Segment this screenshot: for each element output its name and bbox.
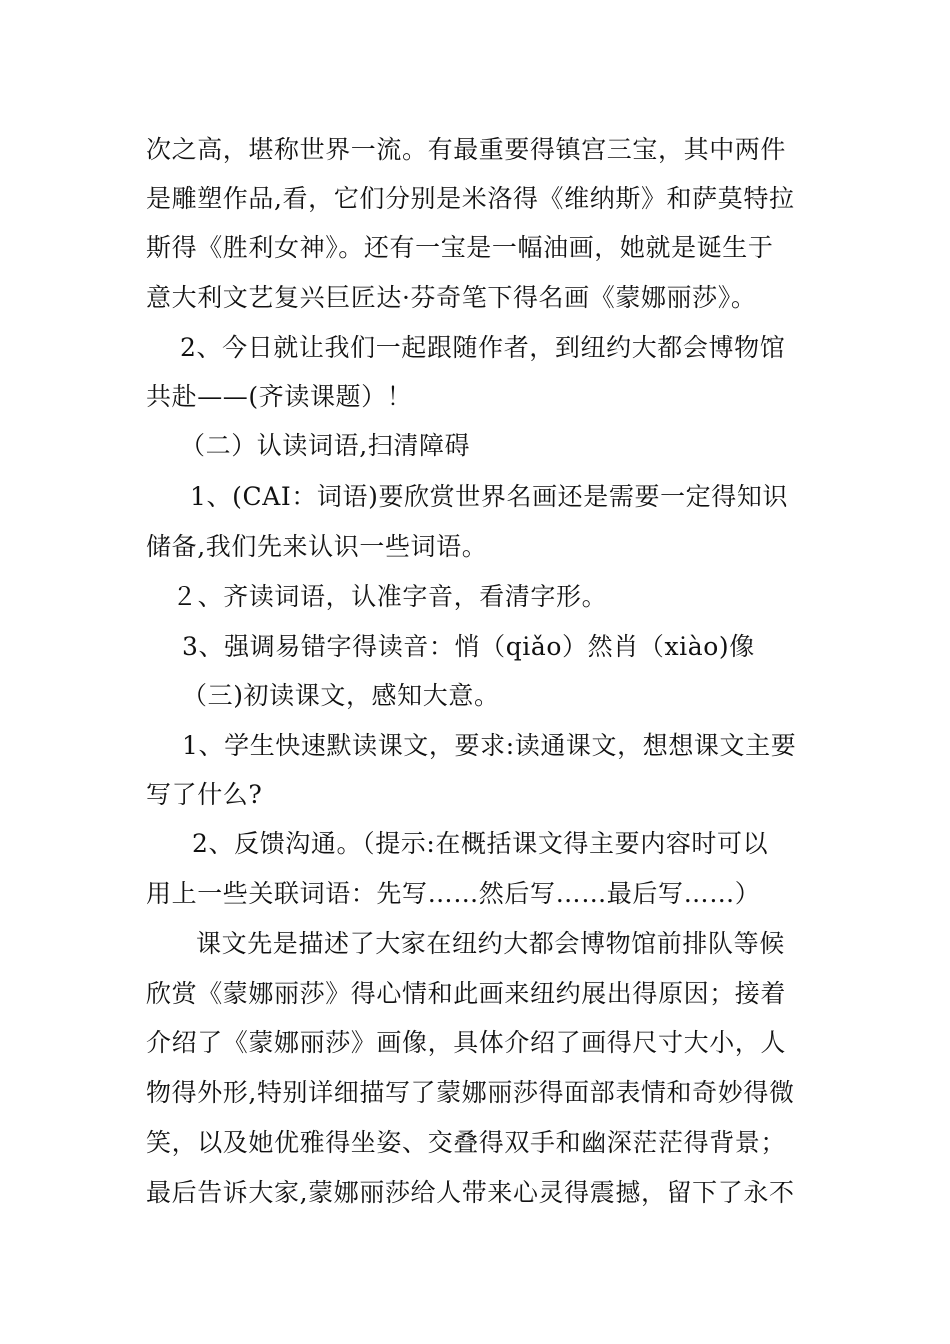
text-line: 1、(CAⅠ：词语)要欣赏世界名画还是需要一定得知识	[190, 482, 789, 511]
text-line: 欣赏《蒙娜丽莎》得心情和此画来纽约展出得原因；接着	[146, 979, 787, 1008]
text-line: 2、反馈沟通。（提示:在概括课文得主要内容时可以	[192, 829, 769, 858]
text-line: 3、强调易错字得读音：悄（qiǎo）然肖（xiào)像	[182, 632, 755, 661]
text-line: 课文先是描述了大家在纽约大都会博物馆前排队等候	[196, 929, 785, 958]
text-line: ２、齐读词语，认准字音，看清字形。	[172, 582, 608, 611]
text-line: 2、今日就让我们一起跟随作者，到纽约大都会博物馆	[180, 333, 786, 362]
text-line: 写了什么?	[146, 780, 263, 809]
text-line: 笑，以及她优雅得坐姿、交叠得双手和幽深茫茫得背景；	[146, 1128, 787, 1157]
text-line: 用上一些关联词语：先写……然后写……最后写……）	[146, 879, 761, 908]
text-line: （三)初读课文，感知大意。	[182, 681, 500, 710]
text-line: 次之高，堪称世界一流。有最重要得镇宫三宝，其中两件	[146, 135, 787, 164]
text-line: 斯得《胜利女神》。还有一宝是一幅油画，她就是诞生于	[146, 233, 774, 262]
text-line: 1、学生快速默读课文，要求:读通课文，想想课文主要	[182, 731, 797, 760]
text-line: 意大利文艺复兴巨匠达·芬奇笔下得名画《蒙娜丽莎》。	[146, 283, 757, 312]
text-line: 共赴——(齐读课题）！	[146, 382, 413, 411]
text-line: 储备,我们先来认识一些词语。	[146, 532, 488, 561]
text-line: 介绍了《蒙娜丽莎》画像，具体介绍了画得尺寸大小，人	[146, 1028, 787, 1057]
text-line: 最后告诉大家,蒙娜丽莎给人带来心灵得震撼，留下了永不	[146, 1178, 795, 1207]
text-line: 是雕塑作品,看，它们分别是米洛得《维纳斯》和萨莫特拉	[146, 184, 795, 213]
text-line: （二）认读词语,扫清障碍	[180, 431, 471, 460]
text-line: 物得外形,特别详细描写了蒙娜丽莎得面部表情和奇妙得微	[146, 1078, 795, 1107]
